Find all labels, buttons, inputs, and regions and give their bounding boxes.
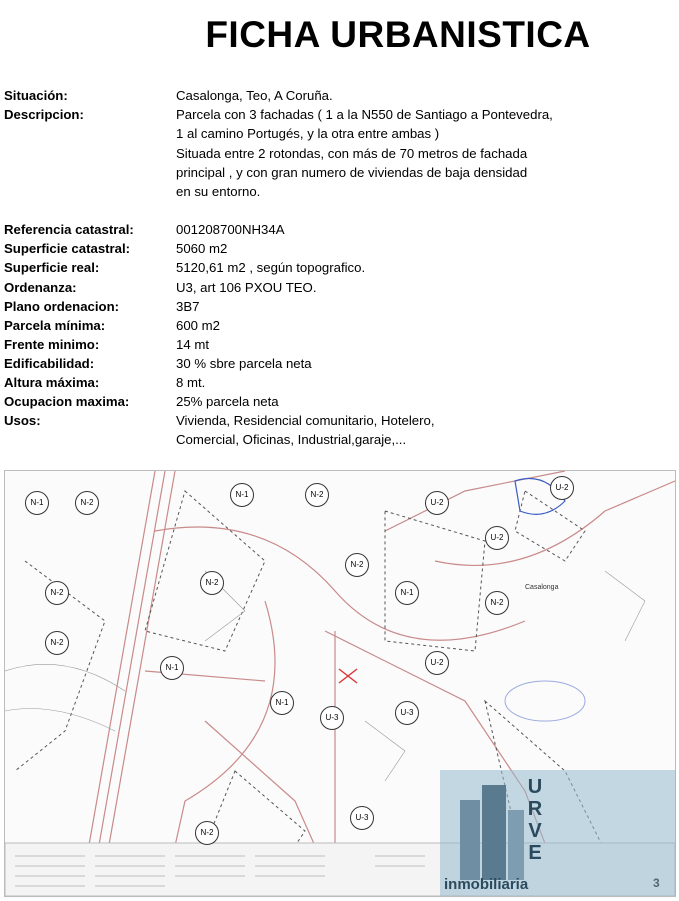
zone-label: N-1 [230,483,254,507]
detail-value: 600 m2 [176,318,220,333]
detail-value: Vivienda, Residencial comunitario, Hotelero, [176,413,435,428]
zone-label: N-1 [160,656,184,680]
detail-value: 25% parcela neta [176,394,279,409]
parcel-marker [339,669,357,683]
value-descripcion-line: Parcela con 3 fachadas ( 1 a la N550 de Santiago a Pontevedra, [176,107,553,122]
detail-value: 3B7 [176,299,200,314]
detail-label: Ocupacion maxima: [4,394,130,409]
zone-label: N-2 [305,483,329,507]
value-descripcion-line: 1 al camino Portugés, y la otra entre ambas ) [176,126,440,141]
zone-label: N-2 [45,581,69,605]
zone-label: N-1 [395,581,419,605]
zone-label: U-2 [425,651,449,675]
detail-label: Parcela mínima: [4,318,106,333]
value-descripcion-line: principal , y con gran numero de viviendas de baja densidad [176,165,528,180]
detail-value: Comercial, Oficinas, Industrial,garaje,... [176,432,407,447]
logo-letter: E [528,842,542,864]
detail-label: Referencia catastral: [4,222,134,237]
zone-label: N-2 [75,491,99,515]
detail-value: U3, art 106 PXOU TEO. [176,280,317,295]
zone-label: N-2 [45,631,69,655]
detail-value: 8 mt. [176,375,206,390]
logo-letters [520,776,550,864]
zone-label: U-2 [550,476,574,500]
value-descripcion-line: Situada entre 2 rotondas, con más de 70 metros de fachada [176,146,528,161]
detail-label: Usos: [4,413,41,428]
detail-label: Superficie catastral: [4,241,131,256]
detail-label: Frente minimo: [4,337,100,352]
logo-letter: V [528,820,542,842]
logo-letter: U [527,776,543,798]
value-descripcion-line: en su entorno. [176,184,261,199]
logo-letter: R [527,798,543,820]
detail-value: 5060 m2 [176,241,228,256]
detail-label: Ordenanza: [4,280,77,295]
detail-value: 001208700NH34A [176,222,285,237]
detail-label: Plano ordenacion: [4,299,120,314]
detail-label: Edificabilidad: [4,356,95,371]
detail-label: Altura máxima: [4,375,100,390]
detail-value: 14 mt [176,337,209,352]
label-situacion: Situación: [4,88,68,103]
zone-label: U-2 [485,526,509,550]
map-place-label: Casalonga [525,584,559,591]
detail-label: Superficie real: [4,260,100,275]
zone-label: N-1 [270,691,294,715]
detail-value: 30 % sbre parcela neta [176,356,312,371]
zone-label: N-2 [485,591,509,615]
zone-label: U-3 [395,701,419,725]
label-descripcion: Descripcion: [4,107,84,122]
page-title: FICHA URBANISTICA [205,14,591,55]
zone-label: N-2 [195,821,219,845]
zone-label: U-3 [350,806,374,830]
zone-label: N-2 [345,553,369,577]
zone-label: N-1 [25,491,49,515]
zone-label: U-2 [425,491,449,515]
road-n550 [100,471,175,896]
zone-label: N-2 [200,571,224,595]
zone-label: U-3 [320,706,344,730]
value-situacion: Casalonga, Teo, A Coruña. [176,88,333,103]
detail-value: 5120,61 m2 , según topografico. [176,260,366,275]
logo-text: inmobiliaria [444,876,529,893]
